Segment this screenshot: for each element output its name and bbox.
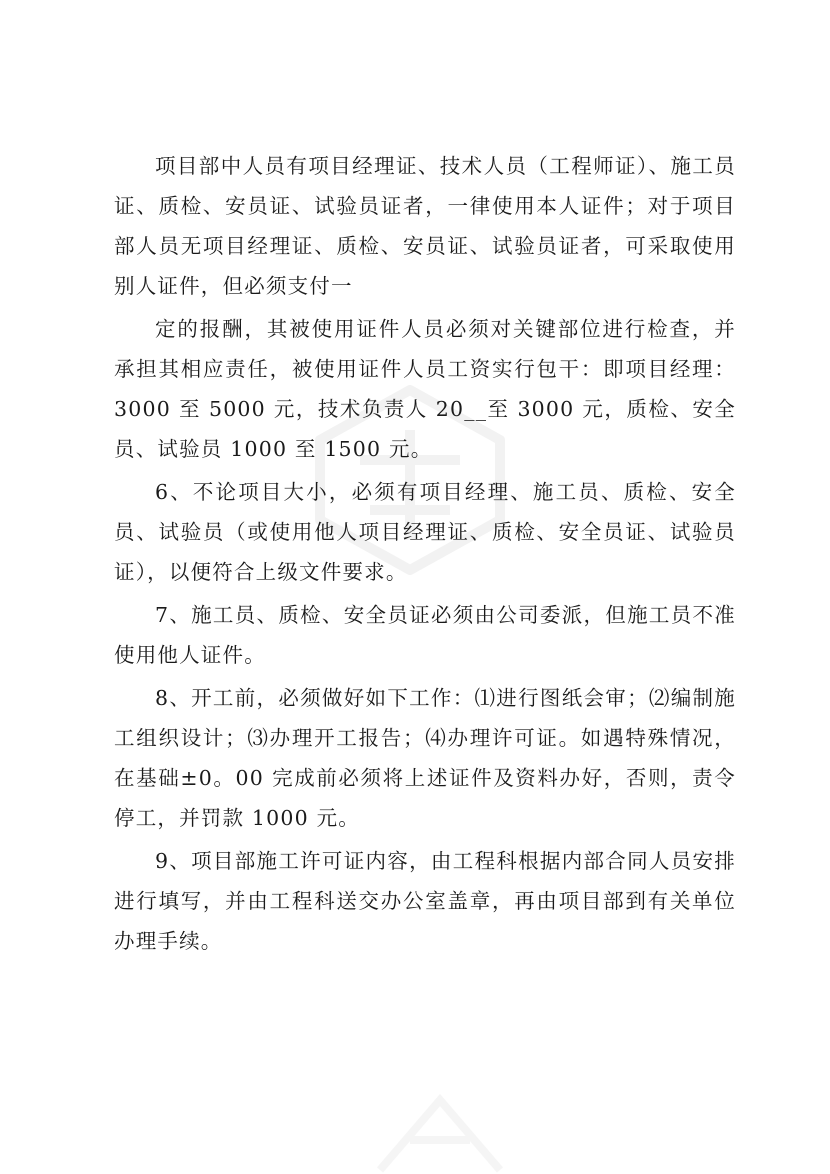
- watermark-fragment: [360, 1080, 520, 1174]
- paragraph: 9、项目部施工许可证内容，由工程科根据内部合同人员安排进行填写，并由工程科送交办公室盖章，再由项目部到有关单位办理手续。: [114, 849, 736, 953]
- paragraph: 项目部中人员有项目经理证、技术人员（工程师证）、施工员证、质检、安员证、试验员证者，一律使用本人证件；对于项目部人员无项目经理证、质检、安员证、试验员证者，可采取使用别人证件，但必须支付一: [114, 154, 736, 298]
- paragraph: 7、施工员、质检、安全员证必须由公司委派，但施工员不准使用他人证件。: [114, 603, 736, 667]
- paragraph: 6、不论项目大小，必须有项目经理、施工员、质检、安全员、试验员（或使用他人项目经理证、质检、安全员证、试验员证），以便符合上级文件要求。: [114, 480, 736, 584]
- document-body: [114, 146, 736, 961]
- paragraph: 8、开工前，必须做好如下工作：⑴进行图纸会审；⑵编制施工组织设计；⑶办理开工报告；⑷办理许可证。如遇特殊情况，在基础±0。00 完成前必须将上述证件及资料办好，否则，责令停工，并罚款 1000 元。: [114, 686, 736, 830]
- paragraph: 定的报酬，其被使用证件人员必须对关键部位进行检查，并承担其相应责任，被使用证件人员工资实行包干：即项目经理：3000 至 5000 元，技术负责人 20__至 3000 元，质检、安全员、试验员 1000 至 1500 元。: [114, 317, 736, 461]
